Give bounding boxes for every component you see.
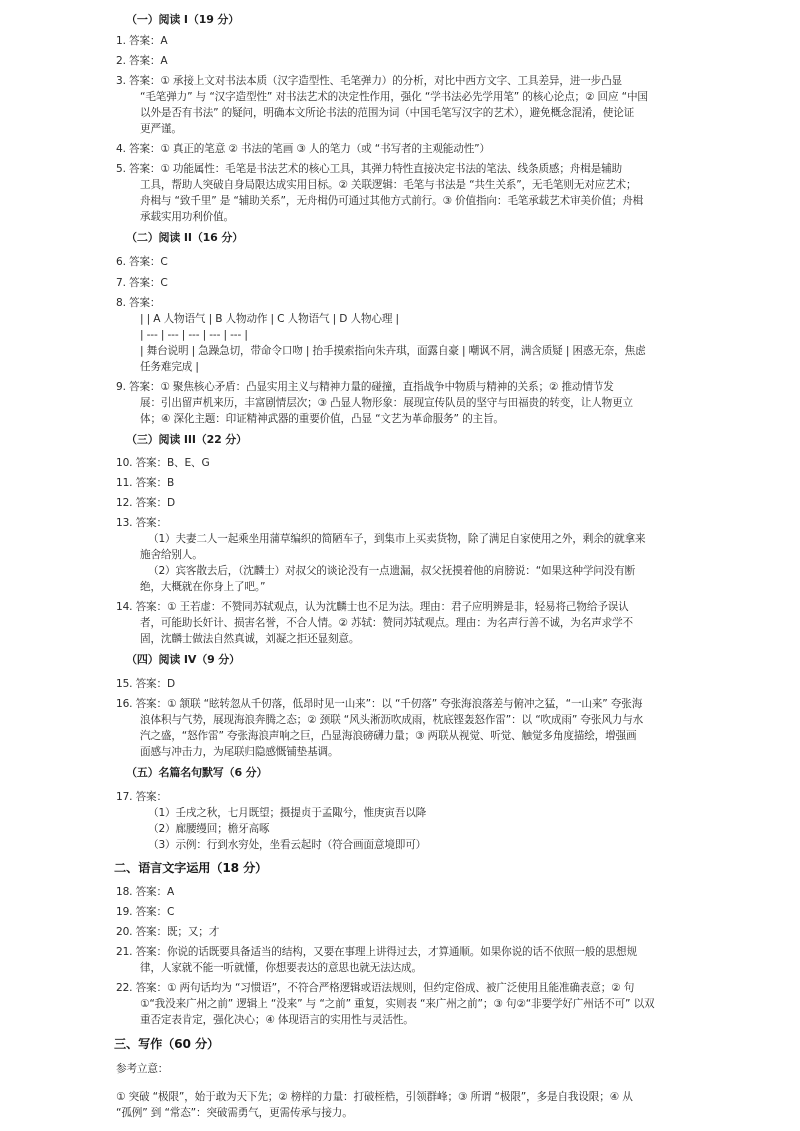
answer-item: 7. 答案：C xyxy=(116,277,168,289)
answer-continuation: 汽之盛，“怒作雷” 夸张海浪声响之巨，凸显海浪磅礴力量；③ 两联从视觉、听觉、触觉多角度描绘，增强画 xyxy=(140,730,637,742)
reference-ideas-label: 参考立意： xyxy=(116,1063,169,1075)
answer-item: 12. 答案：D xyxy=(116,497,175,509)
answer-item: 20. 答案：既；又；才 xyxy=(116,926,220,938)
section-heading-reading-3: （三）阅读 III（22 分） xyxy=(126,433,247,446)
answer-item: 4. 答案：① 真正的笔意 ② 书法的笔画 ③ 人的笔力（或 “书写者的主观能动性”） xyxy=(116,143,490,155)
reference-ideas-text: “孤例” 到 “常态”：突破需勇气，更需传承与接力。 xyxy=(116,1107,353,1119)
answer-continuation: 施舍给别人。 xyxy=(140,549,203,561)
table-row: | 舞台说明 | 急躁急切，带命令口吻 | 抬手摸索指向朱卉琪，面露自豪 | 嘲讽不屑，满含质疑 | 困惑无奈，焦虑 xyxy=(140,345,646,357)
table-separator-row: | --- | --- | --- | --- | --- | xyxy=(140,329,248,341)
answer-continuation: 工具，帮助人突破自身局限达成实用目标。② 关联逻辑：毛笔与书法是 “共生关系”，无毛笔则无对应艺术； xyxy=(140,179,637,191)
table-header-row: | | A 人物语气 | B 人物动作 | C 人物语气 | D 人物心理 | xyxy=(140,313,399,325)
answer-item: 13. 答案： xyxy=(116,517,167,529)
part-heading-writing: 三、写作（60 分） xyxy=(114,1037,220,1051)
answer-subitem: （2）宾客散去后，（沈麟士）对叔父的谈论没有一点遗漏，叔父抚摸着他的肩膀说：“如果这种学问没有断 xyxy=(148,565,636,577)
section-heading-reading-4: （四）阅读 IV（9 分） xyxy=(126,653,240,666)
answer-continuation: 以外是否有书法” 的疑问，明确本文所论书法的范围为词（中国毛笔写汉字的艺术），避免概念混淆，使论证 xyxy=(140,107,635,119)
answer-continuation: 舟楫与 “致千里” 是 “辅助关系”，无舟楫仍可通过其他方式前行。③ 价值指向：毛笔承载艺术审美价值；舟楫 xyxy=(140,195,644,207)
answer-item: 9. 答案：① 聚焦核心矛盾：凸显实用主义与精神力量的碰撞，直指战争中物质与精神的关系；② 推动情节发 xyxy=(116,381,614,393)
part-heading-language-use: 二、语言文字运用（18 分） xyxy=(114,861,268,875)
answer-continuation: 绝，大概就在你身上了吧。” xyxy=(140,581,266,593)
answer-item: 2. 答案：A xyxy=(116,55,168,67)
answer-item: 16. 答案：① 颔联 “眩转忽从千仞落，低昂时见一山来”：以 “千仞落” 夸张海浪落差与俯冲之猛，“一山来” 夸张海 xyxy=(116,698,643,710)
answer-item: 17. 答案： xyxy=(116,791,167,803)
answer-subitem: （3）示例：行到水穷处，坐看云起时（符合画面意境即可） xyxy=(148,839,427,851)
answer-continuation: 固，沈麟士做法自然真诚，刘凝之拒还显刻意。 xyxy=(140,633,360,645)
answer-subitem: （1）壬戌之秋，七月既望；摄提贞于孟陬兮，惟庚寅吾以降 xyxy=(148,807,427,819)
section-heading-recitation: （五）名篇名句默写（6 分） xyxy=(126,766,268,779)
answer-item: 5. 答案：① 功能属性：毛笔是书法艺术的核心工具，其弹力特性直接决定书法的笔法、线条质感；舟楫是辅助 xyxy=(116,163,622,175)
answer-subitem: （1）夫妻二人一起乘坐用蒲草编织的简陋车子，到集市上买卖货物，除了满足自家使用之外，剩余的就拿来 xyxy=(148,533,646,545)
section-heading-reading-1: （一）阅读 I（19 分） xyxy=(126,13,240,26)
answer-item: 19. 答案：C xyxy=(116,906,175,918)
answer-continuation: 浪体积与气势，展现海浪奔腾之态；② 颈联 “风头淅沥吹成雨，枕底铿轰怒作雷”：以 “吹成雨” 夸张风力与水 xyxy=(140,714,644,726)
answer-item: 6. 答案：C xyxy=(116,256,168,268)
answer-continuation: 展：引出留声机来历，丰富剧情层次；③ 凸显人物形象：展现宣传队员的坚守与田福贵的转变，让人物更立 xyxy=(140,397,633,409)
answer-item: 21. 答案：你说的话既要具备适当的结构，又要在事理上讲得过去，才算通顺。如果你说的话不依照一般的思想规 xyxy=(116,946,637,958)
answer-item: 1. 答案：A xyxy=(116,35,168,47)
answer-continuation: 者，可能助长奸计、损害名誉，不合人情。② 苏轼：赞同苏轼观点。理由：为名声行善不诚，为名声求学不 xyxy=(140,617,633,629)
answer-item: 3. 答案：① 承接上文对书法本质（汉字造型性、毛笔弹力）的分析，对比中西方文字、工具差异，进一步凸显 xyxy=(116,75,622,87)
answer-item: 14. 答案：① 王若虚：不赞同苏轼观点，认为沈麟士也不足为法。理由：君子应明辨是非，轻易将己物给予误认 xyxy=(116,601,629,613)
answer-continuation: 面感与冲击力，为尾联归隐感慨铺垫基调。 xyxy=(140,746,339,758)
answer-item: 10. 答案：B、E、G xyxy=(116,457,210,469)
table-row-continuation: 任务难完成 | xyxy=(140,361,199,373)
answer-continuation: 重否定表肯定，强化决心；④ 体现语言的实用性与灵活性。 xyxy=(140,1014,414,1026)
answer-continuation: “毛笔弹力” 与 “汉字造型性” 对书法艺术的决定性作用，强化 “学书法必先学用笔” 的核心论点；② 回应 “中国 xyxy=(140,91,648,103)
answer-continuation: ①“我没来广州之前” 逻辑上 “没来” 与 “之前” 重复，实则表 “来广州之前”；③ 句②“非要学好广州话不可” 以双 xyxy=(140,998,655,1010)
answer-continuation: 体；④ 深化主题：印证精神武器的重要价值，凸显 “文艺为革命服务” 的主旨。 xyxy=(140,413,504,425)
answer-continuation: 承载实用功利价值。 xyxy=(140,211,234,223)
answer-item: 15. 答案：D xyxy=(116,678,175,690)
reference-ideas-text: ① 突破 “极限”，始于敢为天下先；② 榜样的力量：打破桎梏，引领群峰；③ 所谓 “极限”，多是自我设限；④ 从 xyxy=(116,1091,633,1103)
answer-item: 11. 答案：B xyxy=(116,477,175,489)
answer-continuation: 律，人家就不能一听就懂，你想要表达的意思也就无法达成。 xyxy=(140,962,422,974)
answer-subitem: （2）廊腰缦回；檐牙高啄 xyxy=(148,823,270,835)
answer-item: 22. 答案：① 两句话均为 “习惯语”，不符合严格逻辑或语法规则，但约定俗成、被广泛使用且能准确表意；② 句 xyxy=(116,982,635,994)
answer-item: 18. 答案：A xyxy=(116,886,175,898)
answer-continuation: 更严谨。 xyxy=(140,123,182,135)
section-heading-reading-2: （二）阅读 II（16 分） xyxy=(126,231,244,244)
answer-item: 8. 答案： xyxy=(116,297,161,309)
